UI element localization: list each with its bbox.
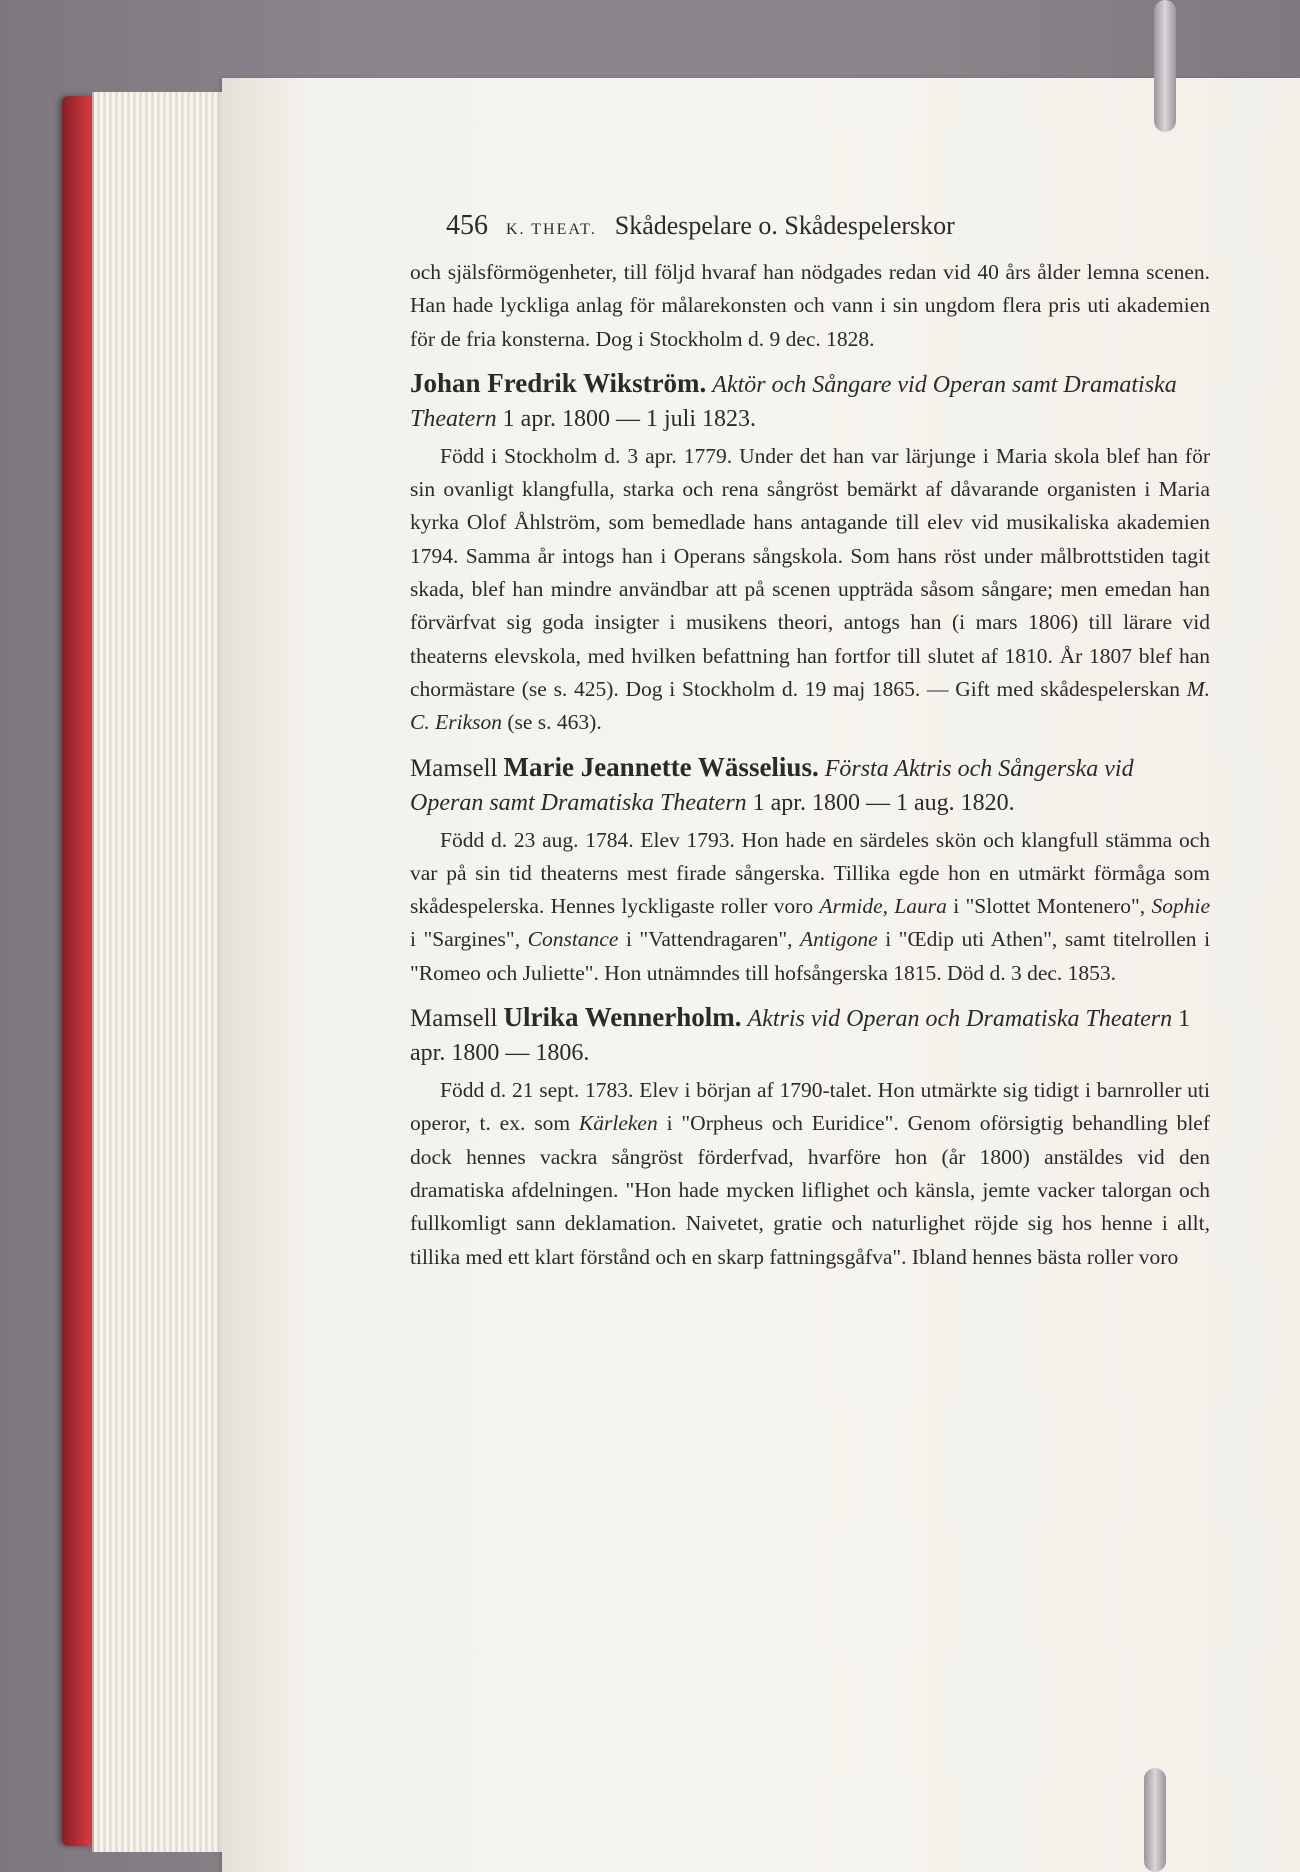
entry-body-part: i "Œdip uti Athen", samt titelrollen i "Romeo och Juliette". Hon utnämndes till hofsångerska 1815. Död d. 3 dec. 1853.	[410, 927, 1211, 985]
entry-body-ref: M. C. Erikson	[410, 676, 1211, 735]
page-text	[410, 210, 1210, 1274]
entry-dates: 1 apr. 1800 — 1 aug. 1820.	[752, 789, 1015, 816]
running-head-abbr: K. THEAT.	[506, 221, 597, 238]
entry-dates: 1 apr. 1800 — 1 juli 1823.	[502, 405, 756, 432]
entry-body-role: Armide, Laura	[819, 894, 947, 919]
entry-body-part: (se s. 463).	[507, 710, 602, 735]
entry-name: Ulrika Wennerholm.	[503, 1002, 742, 1033]
entry-prefix: Mamsell	[410, 1005, 498, 1033]
entry-wikstrom	[410, 366, 1210, 740]
entry-body-role: Antigone	[800, 927, 878, 952]
page-clip-top	[1154, 0, 1176, 132]
entry-role: Aktris vid Operan och Dramatiska Theatern	[747, 1006, 1173, 1033]
entry-body-role: Kärleken	[578, 1111, 658, 1136]
entry-body-role: Sophie	[1151, 894, 1211, 919]
entry-body-part: Född d. 21 sept. 1783. Elev i början af 1790-talet. Hon utmärkte sig tidigt i barnroller uti operor, t. ex. som	[410, 1078, 1210, 1136]
intro-paragraph: och själsförmögenheter, till följd hvaraf han nödgades redan vid 40 års ålder lemna scenen. Han hade lyckliga anlag för målarekonsten och vann i sin ungdom flera pris uti akademien för de fria konsterna. Dog i Stockholm d. 9 dec. 1828.	[410, 260, 1210, 351]
entry-body	[410, 440, 1210, 740]
entry-body-role: Constance	[527, 927, 619, 952]
entry-body-part: i "Vattendragaren",	[625, 927, 793, 952]
entry-wasselius	[410, 750, 1210, 990]
entry-body-part: i "Slottet Montenero",	[953, 894, 1146, 919]
entry-heading	[410, 1000, 1210, 1070]
entry-name: Johan Fredrik Wikström.	[410, 367, 707, 398]
entry-dates: 1 apr. 1800 — 1806.	[410, 1006, 1191, 1067]
entry-prefix: Mamsell	[410, 754, 498, 782]
running-head	[446, 210, 1210, 242]
page-clip-bottom	[1144, 1768, 1166, 1872]
entry-body	[410, 1074, 1210, 1274]
entry-heading	[410, 366, 1210, 436]
page-edges	[92, 92, 234, 1852]
entry-name: Marie Jeannette Wässelius.	[503, 751, 819, 782]
entry-body-part: i "Orpheus och Euridice". Genom oförsigtig behandling blef dock hennes vackra sångröst förderfvad, hvarföre hon (år 1800) anstäldes vid den dramatiska afdelningen. "Hon hade mycken liflighet och känsla, jemte vacker talorgan och fullkomligt sann deklamation. Naivetet, gratie och naturlighet röjde sig hos henne i allt, tillika med ett klart förstånd och en skarp fattningsgåfva". Ibland hennes bästa roller voro	[410, 1111, 1211, 1269]
entry-role: Första Aktris och Sångerska vid Operan samt Dramatiska Theatern	[410, 755, 1134, 816]
entry-role: Aktör och Sångare vid Operan samt Dramatiska Theatern	[410, 371, 1177, 432]
entry-body	[410, 824, 1210, 990]
entry-body-part: Född d. 23 aug. 1784. Elev 1793. Hon hade en särdeles skön och klangfull stämma och var på sin tid theaterns mest firade sångerska. Tillika egde hon en utmärkt förmåga som skådespelerska. Hennes lyckligaste roller voro	[410, 827, 1210, 919]
page-number: 456	[446, 210, 488, 241]
entry-body-part: Född i Stockholm d. 3 apr. 1779. Under det han var lärjunge i Maria skola blef han för sin ovanligt klangfulla, starka och rena sångröst bemärkt af dåvarande organisten i Maria kyrka Olof Åhlström, som bemedlade hans antagande till elev vid musikaliska akademien 1794. Samma år intogs han i Operans sångskola. Som hans röst under målbrottstiden tagit skada, blef han mindre användbar att på scenen uppträda såsom sångare; men emedan han förvärfvat sig goda insigter i musikens theori, antogs han (i mars 1806) till lärare vid theaterns elevskola, med hvilken befattning han fortfor till slutet af 1810. År 1807 blef han chormästare (se s. 425). Dog i Stockholm d. 19 maj 1865. — Gift med skådespelerskan	[410, 443, 1210, 701]
running-head-title: Skådespelare o. Skådespelerskor	[614, 211, 955, 240]
entry-body-part: i "Sargines",	[410, 927, 521, 952]
entry-wennerholm	[410, 1000, 1210, 1274]
entry-heading	[410, 750, 1210, 820]
